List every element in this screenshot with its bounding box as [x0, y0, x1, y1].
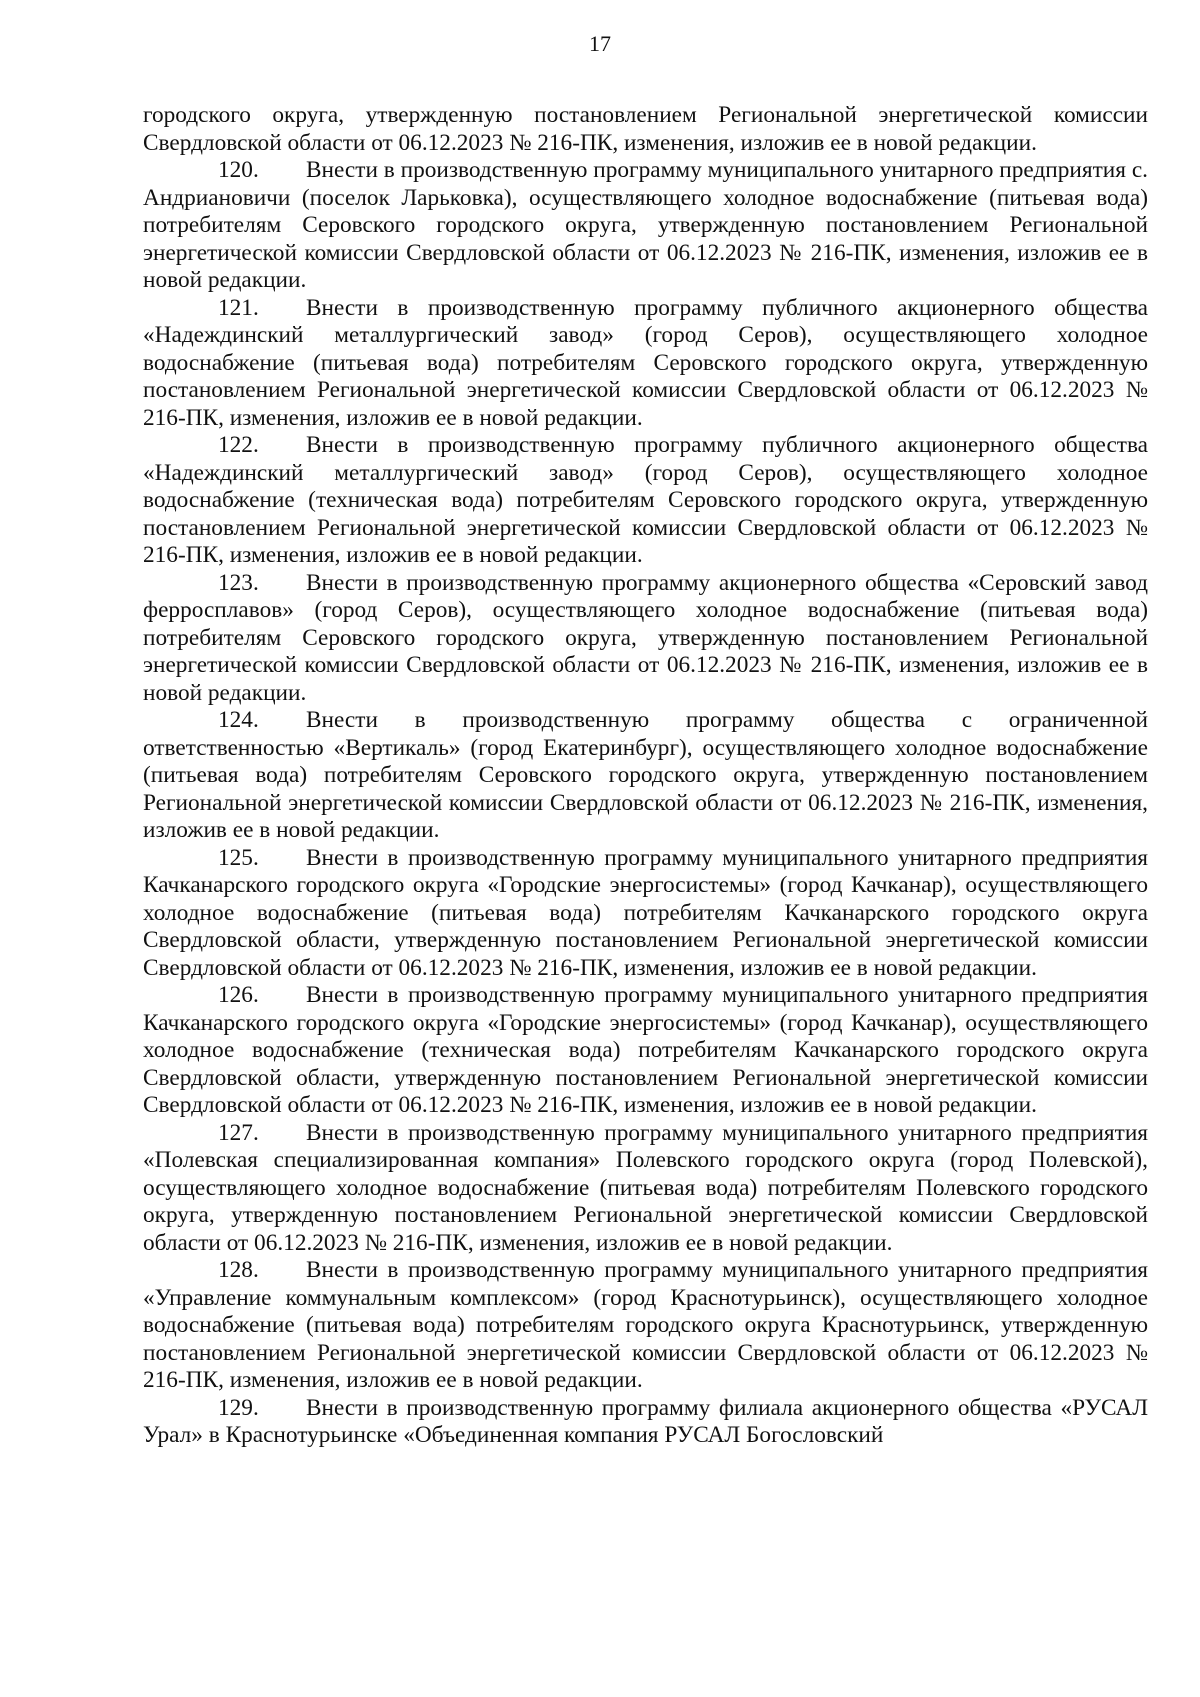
item-number: 121.: [218, 294, 259, 321]
continuation-paragraph: городского округа, утвержденную постановлением Региональной энергетической комиссии Свердловской области от 06.12.2023 № 216-ПК, изменения, изложив ее в новой редакции.: [143, 102, 1148, 156]
list-item-126: [143, 982, 1148, 1120]
item-text: Внести в производственную программу общества с ограниченной ответственностью «Вертикаль» (город Екатеринбург), осуществляющего холодное водоснабжение (питьевая вода) потребителям Серовского городского округа, утвержденную постановлением Региональной энергетической комиссии Свердловской области от 06.12.2023 № 216-ПК, изменения, изложив ее в новой редакции.: [143, 707, 1148, 843]
item-number: 123.: [218, 569, 259, 596]
item-text: Внести в производственную программу акционерного общества «Серовский завод ферросплавов» (город Серов), осуществляющего холодное водоснабжение (питьевая вода) потребителям Серовского городского округа, утвержденную постановлением Региональной энергетической комиссии Свердловской области от 06.12.2023 № 216-ПК, изменения, изложив ее в новой редакции.: [143, 569, 1148, 706]
item-text: Внести в производственную программу муниципального унитарного предприятия с. Андриановичи (поселок Ларьковка), осуществляющего холодное водоснабжение (питьевая вода) потребителям Серовского городского округа, утвержденную постановлением Региональной энергетической комиссии Свердловской области от 06.12.2023 № 216-ПК, изменения, изложив ее в новой редакции.: [143, 157, 1148, 293]
item-text: Внести в производственную программу публичного акционерного общества «Надеждинский металлургический завод» (город Серов), осуществляющего холодное водоснабжение (питьевая вода) потребителям Серовского городского округа, утвержденную постановлением Региональной энергетической комиссии Свердловской области от 06.12.2023 № 216-ПК, изменения, изложив ее в новой редакции.: [143, 294, 1148, 431]
list-item-128: [143, 1257, 1148, 1395]
item-text: Внести в производственную программу муниципального унитарного предприятия Качканарского городского округа «Городские энергосистемы» (город Качканар), осуществляющего холодное водоснабжение (питьевая вода) потребителям Качканарского городского округа Свердловской области, утвержденную постановлением Региональной энергетической комиссии Свердловской области от 06.12.2023 № 216-ПК, изменения, изложив ее в новой редакции.: [143, 844, 1148, 981]
list-item-123: [143, 570, 1148, 708]
item-text: Внести в производственную программу муниципального унитарного предприятия Качканарского городского округа «Городские энергосистемы» (город Качканар), осуществляющего холодное водоснабжение (техническая вода) потребителям Качканарского городского округа Свердловской области, утвержденную постановлением Региональной энергетической комиссии Свердловской области от 06.12.2023 № 216-ПК, изменения, изложив ее в новой редакции.: [143, 982, 1148, 1118]
item-number: 120.: [218, 157, 259, 183]
item-text: Внести в производственную программу муниципального унитарного предприятия «Полевская специализированная компания» Полевского городского округа (город Полевской), осуществляющего холодное водоснабжение (питьевая вода) потребителям Полевского городского округа, утвержденную постановлением Региональной энергетической комиссии Свердловской области от 06.12.2023 № 216-ПК, изменения, изложив ее в новой редакции.: [143, 1119, 1148, 1256]
item-number: 127.: [218, 1119, 259, 1146]
list-item-127: [143, 1120, 1148, 1258]
item-number: 129.: [218, 1394, 259, 1421]
item-text: Внести в производственную программу муниципального унитарного предприятия «Управление коммунальным комплексом» (город Краснотурьинск), осуществляющего холодное водоснабжение (питьевая вода) потребителям городского округа Краснотурьинск, утвержденную постановлением Региональной энергетической комиссии Свердловской области от 06.12.2023 № 216-ПК, изменения, изложив ее в новой редакции.: [143, 1257, 1148, 1393]
list-item-129: [143, 1395, 1148, 1450]
item-text: Внести в производственную программу публичного акционерного общества «Надеждинский металлургический завод» (город Серов), осуществляющего холодное водоснабжение (техническая вода) потребителям Серовского городского округа, утвержденную постановлением Региональной энергетической комиссии Свердловской области от 06.12.2023 № 216-ПК, изменения, изложив ее в новой редакции.: [143, 432, 1148, 568]
item-number: 122.: [218, 432, 259, 458]
item-number: 125.: [218, 844, 259, 871]
page-number: 17: [589, 31, 611, 56]
item-number: 124.: [218, 707, 259, 733]
document-body: [143, 102, 1148, 1450]
list-item-122: [143, 432, 1148, 570]
item-number: 126.: [218, 982, 259, 1008]
item-number: 128.: [218, 1257, 259, 1283]
item-text: Внести в производственную программу филиала акционерного общества «РУСАЛ Урал» в Краснотурьинске «Объединенная компания РУСАЛ Богословский: [143, 1394, 1148, 1448]
list-item-120: [143, 157, 1148, 295]
list-item-124: [143, 707, 1148, 845]
list-item-121: [143, 295, 1148, 433]
list-item-125: [143, 845, 1148, 983]
